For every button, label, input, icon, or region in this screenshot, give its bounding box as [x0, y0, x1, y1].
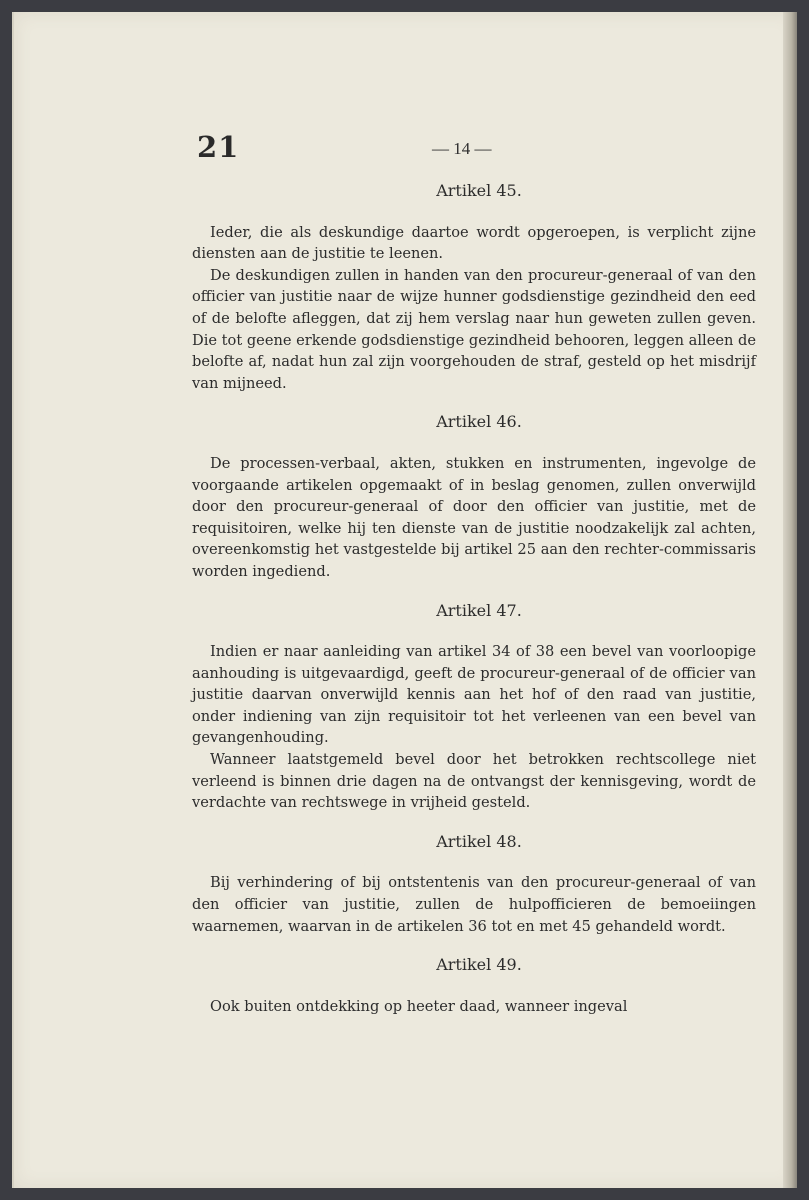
article-paragraph: Ieder, die als deskundige daartoe wordt opgeroepen, is verplicht zijne diensten aan de justitie te leenen. [192, 223, 756, 263]
article-45 [192, 180, 756, 394]
article-paragraph: Wanneer laatstgemeld bevel door het betrokken rechtscollege niet verleend is binnen drie dagen na de ontvangst der kennisgeving, wordt de verdachte van rechtswege in vrijheid gesteld. [192, 751, 756, 812]
article-47 [192, 600, 756, 814]
article-heading: Artikel 45. [436, 181, 522, 200]
article-paragraph: De processen-verbaal, akten, stukken en instrumenten, ingevolge de voorgaande artikelen opgemaakt of in beslag genomen, zullen onverwijld door den procureur-generaal of door den officier van justitie, met de requisitoiren, welke hij ten dienste van de justitie noodzakelijk zal achten, overeenkomstig het vastgestelde bij artikel 25 aan den rechter-commissaris worden ingediend. [192, 454, 756, 580]
article-paragraph: Bij verhindering of bij ontstentenis van den procureur-generaal of van den officier van justitie, zullen de hulpofficieren de bemoeiingen waarnemen, waarvan in de artikelen 36 tot en met 45 gehandeld wordt. [192, 874, 756, 935]
article-heading: Artikel 49. [436, 955, 522, 975]
article-paragraph: Ook buiten ontdekking op heeter daad, wanneer ingeval [210, 997, 628, 1015]
page-number: — 14 — [432, 139, 492, 158]
article-heading: Artikel 46. [436, 412, 522, 432]
article-46 [192, 411, 756, 582]
page-spine-edge [783, 12, 797, 1188]
article-heading: Artikel 48. [436, 831, 522, 851]
article-48 [192, 831, 756, 937]
article-paragraph: De deskundigen zullen in handen van den procureur-generaal of van den officier van justitie naar de wijze hunner godsdienstige gezindheid den eed of de belofte afleggen, dat zij hem verslag naar hun geweten zullen geven. Die tot geene erkende godsdienstige gezindheid behooren, leggen alleen de belofte af, nadat hun zal zijn voorgehouden de straf, gesteld op het misdrijf van mijneed. [192, 266, 756, 392]
article-heading: Artikel 47. [436, 600, 522, 620]
article-49 [192, 954, 756, 1017]
page-content [192, 180, 756, 1017]
folio-number: 21 [197, 130, 240, 164]
article-paragraph: Indien er naar aanleiding van artikel 34 of 38 een bevel van voorloopige aanhouding is uitgevaardigd, geeft de procureur-generaal of de officier van justitie daarvan onverwijld kennis aan het hof of den raad van justitie, onder indiening van zijn requisitoir tot het verleenen van een bevel van gevangenhouding. [192, 643, 756, 747]
